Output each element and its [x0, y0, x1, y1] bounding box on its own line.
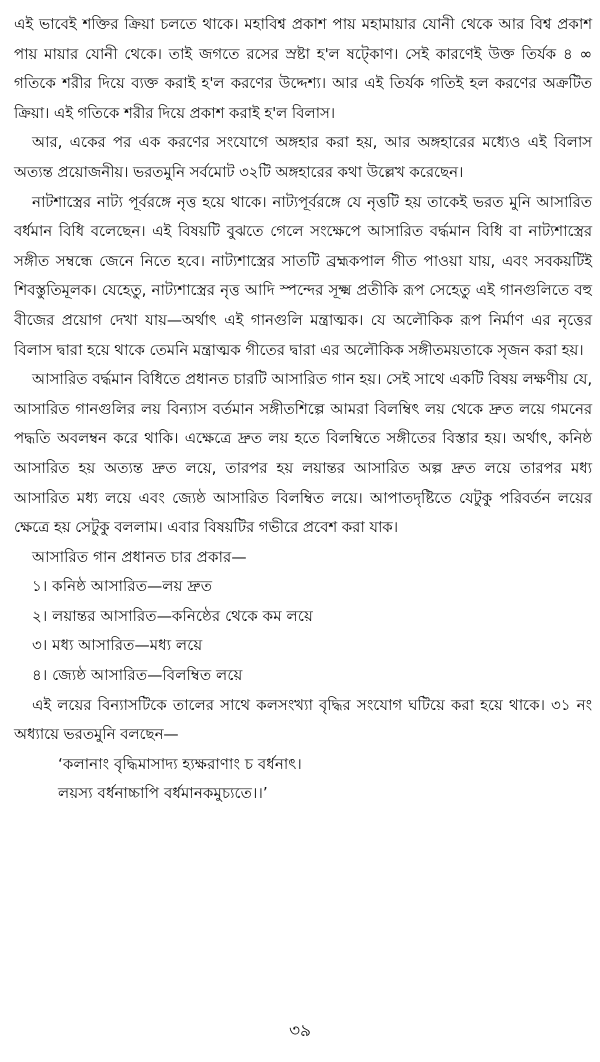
paragraph-angahar: আর, একের পর এক করণের সংযোগে অঙ্গহার করা হয়, আর অঙ্গহারের মধ্যেও এই বিলাস অত্যন্ত প্রয়োজনীয়। ভরতমুনি সর্বমোট ৩২টি অঙ্গহারের কথা উল্লেখ করেছেন। — [14, 133, 592, 181]
paragraph-shakti: এই ভাবেই শক্তির ক্রিয়া চলতে থাকে। মহাবিশ্ব প্রকাশ পায় মহামায়ার যোনী থেকে আর বিশ্ব প্রকাশ পায় মায়ার যোনী থেকে। তাই জগতে রসের স্রষ্টা হ'ল ষট্কোণ। সেই কারণেই উক্ত তির্যক ৪ ∞ গতিকে শরীর দিয়ে ব্যক্ত করাই হ'ল করণের উদ্দেশ্য। আর এই তির্যক গতিই হল করণের অক্রটিত ক্রিয়া। এই গতিকে শরীর দিয়ে প্রকাশ করাই হ'ল বিলাস। — [14, 15, 592, 122]
page-body — [14, 10, 592, 809]
page-number: ৩৯ — [288, 1021, 312, 1041]
list-item: ৪। জ্যেষ্ঠ আসারিত—বিলম্বিত লয়ে — [32, 666, 243, 685]
list-item: ২। লয়ান্তর আসারিত—কনিষ্ঠের থেকে কম লয়ে — [32, 606, 313, 625]
paragraph-closing: এই লয়ের বিন্যাসটিকে তালের সাথে কলসংখ্যা বৃদ্ধির সংযোগ ঘটিয়ে করা হয়ে থাকে। ৩১ নং অধ্যায়ে ভরতমুনি বলছেন— — [14, 695, 592, 744]
paragraph-purvaranga: নাটশাস্ত্রের নাট্য পূর্বরঙ্গে নৃত্ত হয়ে থাকে। নাট্যপূর্বরঙ্গে যে নৃত্তটি হয় তাকেই ভরত মুনি আসারিত বর্ধমান বিধি বলেছেন। এই বিষয়টি বুঝতে গেলে সংক্ষেপে আসারিত বর্দ্ধমান বিধি বা নাট্যশাস্ত্রের সঙ্গীত সম্বন্ধে জেনে নিতে হবে। নাট্যশাস্ত্রের সাতটি ব্রহ্মকপাল গীত পাওয়া যায়, এবং সবকয়টিই শিবস্তুতিমূলক। যেহেতু, নাট্যশাস্ত্রের নৃত্ত আদি স্পন্দের সূক্ষ্ম প্রতীকি রূপ সেহেতু এই গানগুলিতে বহু বীজের প্রয়োগ দেখা যায়—অর্থাৎ এই গানগুলি মন্ত্রাত্মক। যে অলৌকিক রূপ নির্মাণ এর নৃত্তের বিলাস দ্বারা হয়ে থাকে তেমনি মন্ত্রাত্মক গীতের দ্বারা এর অলৌকিক সঙ্গীতময়তাকে সৃজন করা হয়। — [14, 192, 592, 359]
list-title: আসারিত গান প্রধানত চার প্রকার— — [32, 547, 247, 566]
list-item: ৩। মধ্য আসারিত—মধ্য লয়ে — [32, 636, 203, 655]
paragraph-asarita: আসারিত বর্দ্ধমান বিধিতে প্রধানত চারটি আসারিত গান হয়। সেই সাথে একটি বিষয় লক্ষণীয় যে, আসারিত গানগুলির লয় বিন্যাস বর্তমান সঙ্গীতশিল্পে আমরা বিলম্বিৎ লয় থেকে দ্রুত লয়ে গমনের পদ্ধতি অবলম্বন করে থাকি। এক্ষেত্রে দ্রুত লয় হতে বিলম্বিতে সঙ্গীতের বিস্তার হয়। অর্থাৎ, কনিষ্ঠ আসারিত হয় অত্যন্ত দ্রুত লয়ে, তারপর হয় লয়ান্তর আসারিত অল্প দ্রুত লয়ে তারপর মধ্য আসারিত মধ্য লয়ে এবং জ্যেষ্ঠ আসারিত বিলম্বিত লয়ে। আপাতদৃষ্টিতে যেটুকু পরিবর্তন লয়ের ক্ষেত্রে হয় সেটুকু বললাম। এবার বিষয়টির গভীরে প্রবেশ করা যাক। — [14, 370, 592, 537]
list-item: ১। কনিষ্ঠ আসারিত—লয় দ্রুত — [32, 577, 213, 596]
quote-line: ‘কলানাং বৃদ্ধিমাসাদ্য হ্যক্ষরাণাং চ বর্ধনাৎ। — [58, 754, 302, 773]
quote-line: লয়স্য বর্ধনাচ্চাপি বর্ধমানকমুচ্যতে।।’ — [58, 784, 268, 803]
